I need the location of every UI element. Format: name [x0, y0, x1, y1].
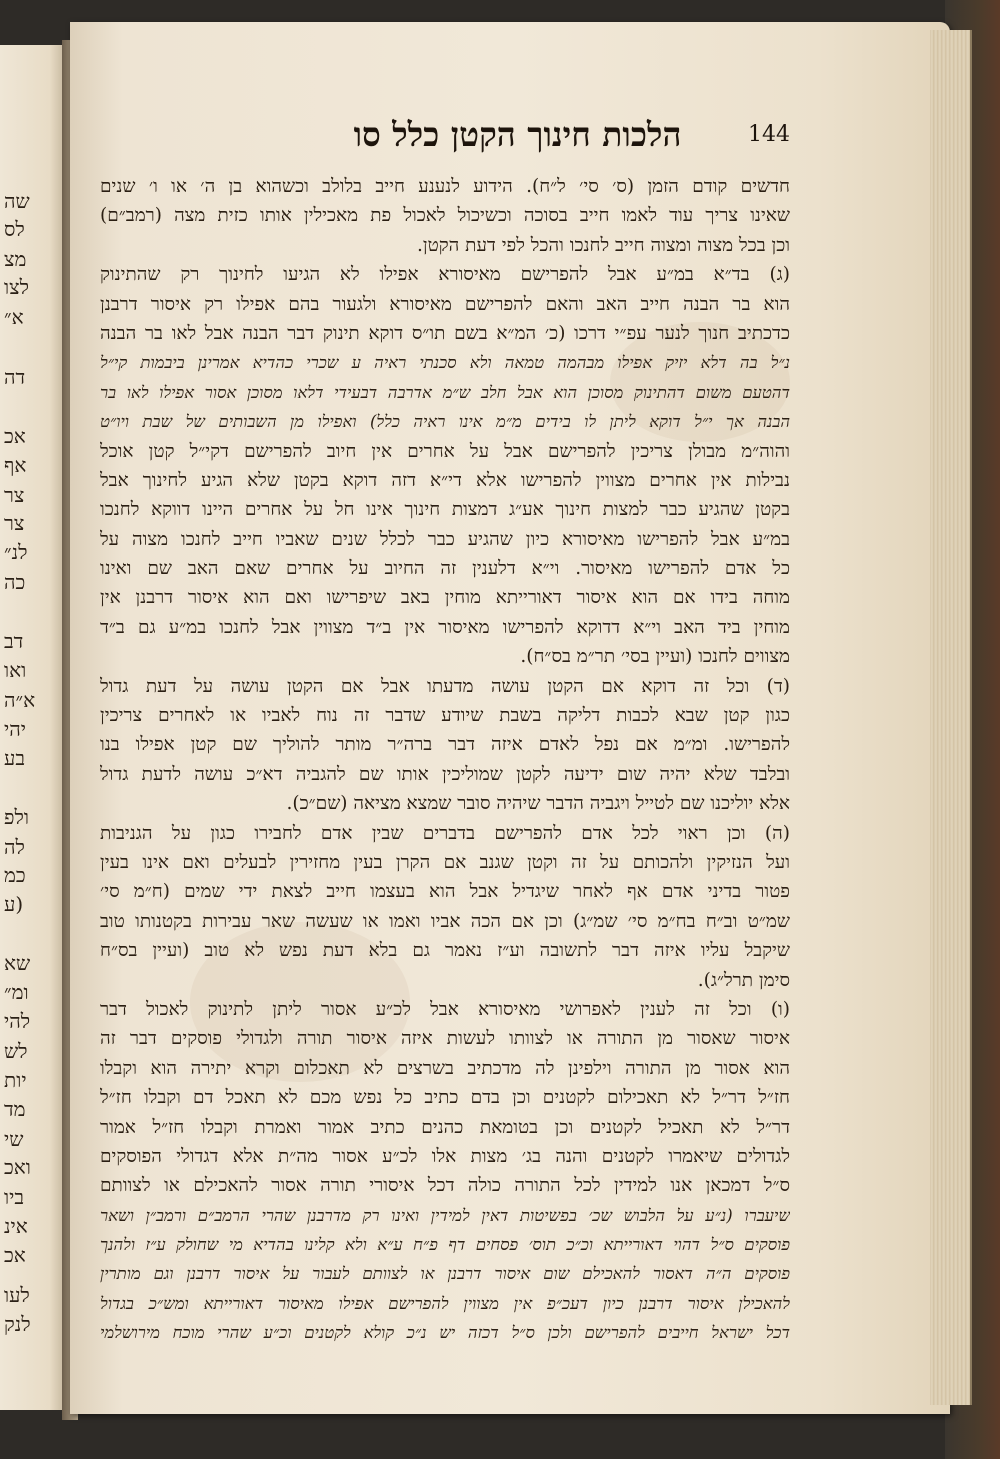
text-line: לגדולים שיאמרו לקטנים והנה בג׳ מצות אלו לכ״ע אסור מה״ת אלא דגדולי הפוסקים	[100, 1145, 790, 1167]
text-line: (ו) וכל זה לענין לאפרושי מאיסורא אבל לכ״ע אסור ליתן לתינוק לאכול דבר	[100, 998, 790, 1020]
left-page-fragment: לצו	[4, 275, 29, 299]
left-page-fragment: ומ״	[4, 980, 29, 1004]
left-page-fragment: לנ״	[4, 540, 28, 564]
left-page-fragment: ביו	[4, 1185, 24, 1209]
text-line: חדשים קודם הזמן (ס׳ סי׳ ל״ח). הידוע לנענע חייב בלולב וכשהוא בן ה׳ או ו׳ שנים	[100, 176, 790, 197]
text-line: שיעברו (נ״ע על הלבוש שכ׳ בפשיטות דאין למידין ואינו רק מדרבנן שהרי הרמב״ם ורמב״ן ושאר	[100, 1205, 790, 1225]
text-line: הוא בר הבנה חייב האב והאם להפרישם מאיסורא ולגעור בהם אפילו רק איסור דרבנן	[100, 293, 790, 315]
page-header	[140, 110, 790, 160]
left-page-fragment: דב	[4, 629, 24, 653]
left-page-fragment: ואכ	[4, 1155, 31, 1179]
text-line: כגון קטן שבא לכבות דליקה בשבת שיודע שדבר זה נוח לאביו או לאחרים צריכין	[100, 705, 790, 727]
text-line: שאינו צריך עוד לאמו חייב בסוכה וכשיכול לאכול פת מאכילין אותו כזית מצה (רמב״ם)	[100, 205, 790, 227]
left-page-fragment: אכ	[4, 424, 26, 448]
left-page-fragment: (ע	[4, 892, 24, 916]
left-page-fragment: צר	[4, 483, 25, 507]
text-line: ועל הנזיקין ולהכותם על זה וקטן שגנב אם הקרן בעין מחזירין לבעלים ואם אינו בעין	[100, 851, 790, 873]
text-line: בקטן שהגיע כבר למצות חינוך אע״ג דמצות חינוך אינו חל על אחרים היינו דווקא לחנכו	[100, 499, 790, 521]
text-line: להאכילן איסור דרבנן כיון דעכ״פ אין מצווין להפרישם אפילו מאיסור דאורייתא ומש״כ בגדול	[100, 1293, 790, 1313]
left-page-fragment: לעו	[4, 1283, 30, 1307]
text-line: (ד) וכל זה דוקא אם הקטן עושה מדעתו אבל אם הקטן עושה על דעת גדול	[100, 675, 790, 697]
text-line: חז״ל דר״ל לא תאכילום לקטנים וכן בדם כתיב כל נפש מכם לא תאכל דם וקבלו חז״ל	[100, 1087, 790, 1109]
text-line: דכל ישראל חייבים להפרישם ולכן ס״ל דכזה יש נ״כ קולא לקטנים וכ״ע שהרי מוכח מירושלמי	[100, 1323, 790, 1343]
text-line: להפרישו. ומ״מ אם נפל לאדם איזה דבר ברה״ר מותר להוליך שם קטן אפילו בנו	[100, 734, 790, 756]
left-page-fragment: דה	[4, 365, 26, 389]
text-line: דר״ל לא תאכיל לקטנים וכן בטומאת כהנים כתיב אמור ואמרת וקבלו חז״ל אמור	[100, 1116, 790, 1138]
text-line: (ה) וכן ראוי לכל אדם להפרישם בדברים שבין אדם לחבירו כגון על הגניבות	[100, 822, 790, 844]
running-head: הלכות חינוך הקטן כלל סו	[353, 115, 682, 154]
left-page-fragment: כמ	[4, 863, 26, 887]
text-line: פטור בדיני אדם אף לאחר שיגדיל אבל הוא בעצמו חייב לצאת ידי שמים (ח״מ סי׳	[100, 881, 790, 903]
text-line: כדכתיב חנוך לנער עפ״י דרכו (כ׳ המ״א בשם תו״ס דוקא תינוק דבר הבנה אבל לאו בר הבנה	[100, 322, 790, 344]
left-page-fragment: לס	[4, 217, 25, 241]
text-line: פוסקים ס״ל דהוי דאורייתא וכ״כ תוס׳ פסחים דף פ״ח ע״א ולא קלינו בהדיא מי שחולק ע״ז ולהנך	[100, 1235, 790, 1255]
left-page-fragment: יות	[4, 1068, 27, 1092]
text-line: והוה״מ מבולן צריכין להפרישם אבל על אחרים אין חיוב להפרישם דקי״ל קטן אוכל	[100, 440, 790, 462]
text-line: (ג) בד״א במ״ע אבל להפרישם מאיסורא אפילו לא הגיעו לחינוך רק שהתינוק	[100, 264, 790, 286]
page-edges	[930, 30, 972, 1405]
left-page-fragment: לש	[4, 1039, 28, 1063]
left-page-fragment: ולפ	[4, 805, 29, 829]
text-line: שמ״ט וב״ח בח״מ סי׳ שמ״ג) וכן אם הכה אביו ואמו או שעשה שאר עבירות בקטנותו טוב	[100, 910, 790, 932]
left-page-fragment: לה	[4, 835, 25, 859]
text-line: כל אדם להפרישו מאיסור. וי״א דלענין זה החיוב על אחרים שאם האב שם ואינו	[100, 558, 790, 580]
left-page-fragment: בע	[4, 746, 25, 770]
left-page-fragment: כה	[4, 570, 26, 594]
left-page-fragment: ואו	[4, 658, 27, 682]
left-page-fragment: שי	[4, 1127, 24, 1151]
left-page-fragment: להי	[4, 1009, 31, 1033]
text-line: וכן בכל מצוה ומצוה חייב לחנכו והכל לפי דעת הקטן.	[416, 234, 790, 256]
left-page-fragment: לנק	[4, 1312, 31, 1336]
left-page-fragment: מצ	[4, 247, 27, 271]
text-line: ס״ל דמכאן אנו למידין לכל התורה כולה דכל איסורי תורה אסור להאכילם או לצוותם	[100, 1175, 790, 1197]
text-line: נבילות אין אחרים מצווין להפרישו אלא די״א דזה דוקא בקטן שלא הגיע לחינוך אבל	[100, 469, 790, 491]
left-page-fragment: יהי	[4, 717, 26, 741]
text-line: סימן תרל״ג).	[697, 969, 790, 991]
left-page-fragment: אף	[4, 453, 27, 477]
left-page	[0, 45, 64, 1410]
text-line: אלא יוליכנו שם לטייל ויגביה הדבר שיהיה סובר שמצא מציאה (שם״כ).	[286, 793, 790, 815]
text-line: נ״ל בה דלא יזיק אפילו מבהמה טמאה ולא סכנתי ראיה ע שכרי כהדיא אמרינן ביבמות קי״ל	[100, 353, 790, 373]
left-page-fragment: אכ	[4, 1243, 26, 1267]
text-line: איסור שאסור מן התורה או לצוותו לעשות איזה איסור תורה ולגדולי פוסקים דבר זה	[100, 1028, 790, 1050]
text-line: מצווים לחנכו (ועיין בסי׳ תר״מ בס״ח).	[520, 646, 790, 668]
left-page-fragment: א״ה	[4, 688, 36, 712]
text-line: מוחין ביד האב וי״א דדוקא להפרישו מאיסור אין ב״ד מצווין אבל לחנכו במ״ע גם ב״ד	[100, 616, 790, 638]
text-line: דהטעם משום דהתינוק מסוכן הוא אבל חלב ש״מ אדרבה דבעידי דלאו מסוכן אסור אפילו לאו בר	[100, 382, 790, 402]
text-line: שיקבל עליו איזה דבר לתשובה וע״ז נאמר גם בלא דעת נפש לא טוב (ועיין בס״ח	[100, 940, 790, 962]
text-line: ובלבד שלא יהיה שום ידיעה לקטן שמוליכין אותו שם להגביה דא״כ עושה לדעת גדול	[100, 763, 790, 785]
left-page-fragment: מד	[4, 1097, 26, 1121]
text-line: מוחה בידו אם הוא איסור דאורייתא מוחין באב שיפרישו ואם הוא איסור דרבנן אין	[100, 587, 790, 609]
body-text	[100, 172, 790, 1348]
text-line: הבנה אך י״ל דוקא ליתן לו בידים מ״מ אינו ראיה כלל) ואפילו מן השבותים של שבת ויו״ט	[100, 412, 790, 432]
left-page-fragment: שא	[4, 951, 31, 975]
left-page-fragment: צר	[4, 511, 25, 535]
text-line: פוסקים ה״ה דאסור להאכילם שום איסור דרבנן או לצוותם לעבור על איסור דרבנן וגם מותרין	[100, 1264, 790, 1284]
text-line: הוא אסור מן התורה וילפינן לה מדכתיב בשרצים לא תאכלום וקרא יתירה הוא וקבלו	[100, 1057, 790, 1079]
left-page-fragment: אינ	[4, 1214, 28, 1238]
left-page-fragment: א״	[4, 305, 24, 329]
left-page-fragment: שה	[4, 189, 30, 213]
page-number: 144	[748, 122, 790, 147]
text-line: במ״ע אבל להפרישו מאיסורא כיון שהגיע כבר לכלל שנים שאביו חייב לחנכו מצוה על	[100, 528, 790, 550]
